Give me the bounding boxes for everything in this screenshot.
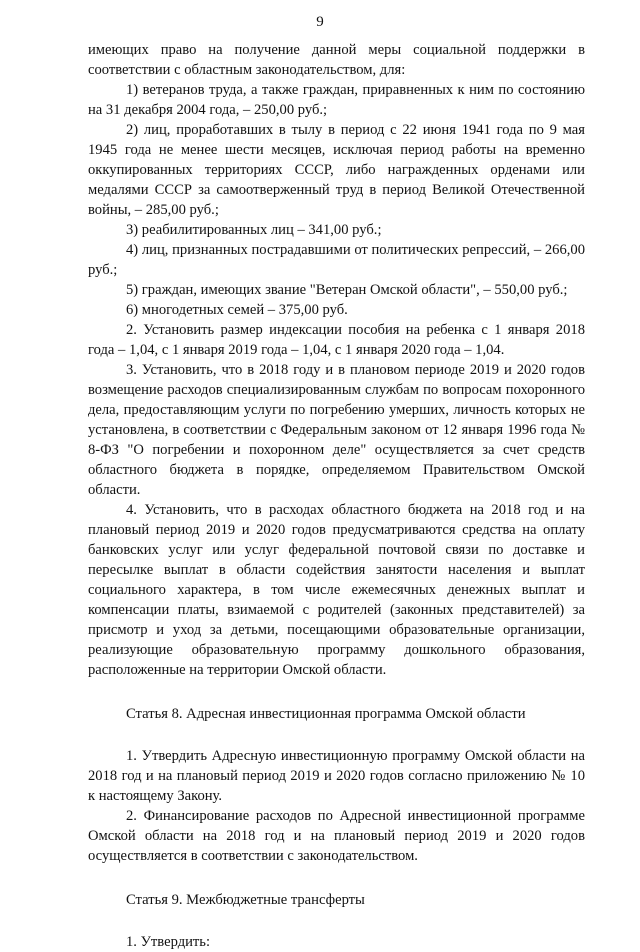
document-body [88,40,585,952]
article-8-clause-1: 1. Утвердить Адресную инвестиционную программу Омской области на 2018 год и на плановый период 2019 и 2020 годов согласно приложению № 10 к настоящему Закону. [88,748,585,804]
article-9-clause-1: 1. Утвердить: [126,934,211,950]
clause-2-indexation: 2. Установить размер индексации пособия на ребенка с 1 января 2018 года – 1,04, с 1 января 2019 года – 1,04, с 1 января 2020 года – 1,04. [88,322,585,358]
paragraph-continuation: имеющих право на получение данной меры социальной поддержки в соответствии с областным законодательством, для: [88,42,585,78]
article-8-heading: Статья 8. Адресная инвестиционная программа Омской области [126,706,526,722]
list-item-repressions: 4) лиц, признанных пострадавшими от политических репрессий, – 266,00 руб.; [88,242,585,278]
list-item-omsk-veteran: 5) граждан, имеющих звание "Ветеран Омской области", – 550,00 руб.; [126,282,568,298]
page-number: 9 [316,14,324,30]
list-item-rehabilitated: 3) реабилитированных лиц – 341,00 руб.; [126,222,382,238]
list-item-home-front: 2) лиц, проработавших в тылу в период с 22 июня 1941 года по 9 мая 1945 года не менее шести месяцев, исключая период работы на временно оккупированных территориях СССР, либо награжденных орденами или медалями СССР за самоотверженный труд в период Великой Отечественной войны, – 285,00 руб.; [88,122,585,218]
article-9-heading: Статья 9. Межбюджетные трансферты [126,892,365,908]
list-item-veterans: 1) ветеранов труда, а также граждан, приравненных к ним по состоянию на 31 декабря 2004 года, – 250,00 руб.; [88,82,585,118]
clause-4-bank-services: 4. Установить, что в расходах областного бюджета на 2018 год и на плановый период 2019 и 2020 годов предусматриваются средства на оплату банковских услуг или услуг федеральной почтовой связи по доставке и пересылке выплат в области содействия занятости населения и выплат социального характера, в том числе ежемесячных денежных выплат и компенсации платы, взимаемой с родителей (законных представителей) за присмотр и уход за детьми, посещающими образовательные организации, реализующие образовательную программу дошкольного образования, расположенные на территории Омской области. [88,502,585,678]
article-8-clause-2: 2. Финансирование расходов по Адресной инвестиционной программе Омской области на 2018 год и на плановый период 2019 и 2020 годов осуществляется в соответствии с законодательством. [88,808,585,864]
list-item-large-families: 6) многодетных семей – 375,00 руб. [126,302,348,318]
clause-3-funeral: 3. Установить, что в 2018 году и в плановом периоде 2019 и 2020 годов возмещение расходов специализированным службам по вопросам похоронного дела, предоставляющим услуги по погребению умерших, личность которых не установлена, в соответствии с Федеральным законом от 12 января 1996 года № 8-ФЗ "О погребении и похоронном деле" осуществляется за счет средств областного бюджета в порядке, определяемом Правительством Омской области. [88,362,585,498]
